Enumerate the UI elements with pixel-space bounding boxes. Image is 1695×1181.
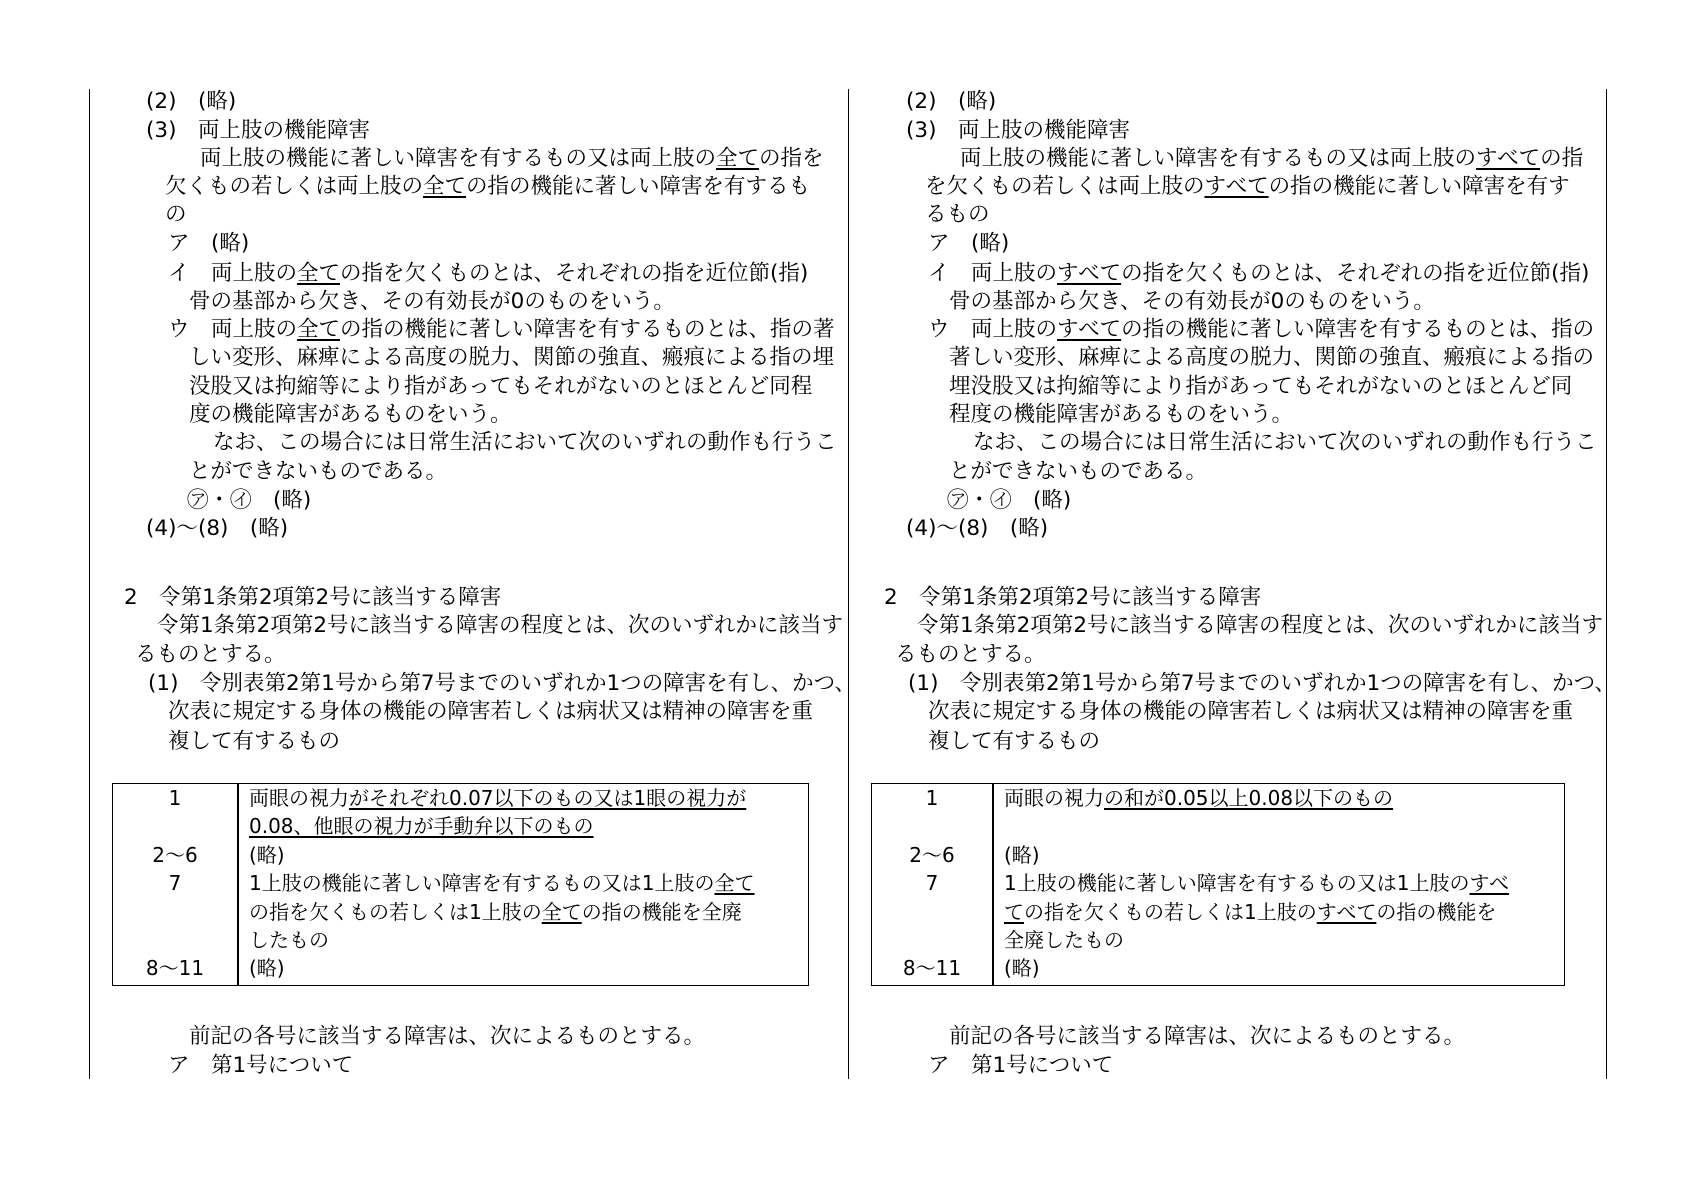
- text-segment: ウ 両上肢の: [928, 316, 1058, 342]
- text-segment: ウ 両上肢の: [168, 316, 298, 342]
- underlined-amendment-text: 全て: [297, 316, 341, 342]
- table-row-content: [237, 869, 754, 954]
- document-line: [884, 584, 1261, 612]
- document-line: [189, 373, 812, 401]
- table-row-content: [237, 841, 285, 869]
- text-segment: ア 第1号について: [928, 1053, 1114, 1078]
- text-segment: 骨の基部から欠き、その有効長が0のものをいう。: [189, 288, 675, 314]
- text-segment: 両上肢の機能に著しい障害を有するもの又は両上肢の: [960, 145, 1477, 171]
- text-segment: したもの: [249, 927, 329, 952]
- document-line: [146, 117, 370, 145]
- table-cell-line: [249, 812, 746, 840]
- underlined-amendment-text: て: [1004, 899, 1024, 924]
- text-segment: の指の機能に著しい障害を有するものとは、指の: [1121, 316, 1595, 342]
- underlined-amendment-text: 全て: [714, 871, 755, 896]
- document-line: [917, 612, 1603, 640]
- table-row: [872, 869, 1564, 954]
- text-segment: (2) (略): [906, 88, 997, 114]
- disability-table: [112, 783, 809, 986]
- document-line: [906, 88, 996, 116]
- document-line: [928, 698, 1573, 726]
- text-segment: (略): [249, 842, 285, 867]
- underlined-amendment-text: すべて: [1057, 260, 1122, 286]
- table-row-number: 8～11: [145, 956, 205, 981]
- text-segment: (3) 両上肢の機能障害: [146, 117, 370, 143]
- text-segment: (1) 令別表第2第1号から第7号までのいずれか1つの障害を有し、かつ、: [148, 671, 856, 696]
- document-line: [146, 515, 288, 543]
- text-segment: の指の機能に著しい障害を有するも: [466, 174, 811, 199]
- table-row: [113, 869, 808, 954]
- text-segment: (4)～(8) (略): [906, 515, 1049, 541]
- text-segment: とができないものである。: [949, 459, 1208, 484]
- text-segment: 令第1条第2項第2号に該当する障害の程度とは、次のいずれかに該当す: [917, 613, 1604, 638]
- text-segment: ア (略): [168, 231, 250, 256]
- text-segment: 両上肢の機能に著しい障害を有するもの又は両上肢の: [200, 145, 717, 171]
- table-row-number: 2～6: [909, 842, 955, 867]
- text-segment: 両眼の視力: [1004, 786, 1104, 810]
- table-cell-line: [249, 841, 285, 869]
- document-line: [124, 584, 501, 612]
- text-segment: 程度の機能障害があるものをいう。: [949, 402, 1294, 427]
- table-row-content: [992, 954, 1040, 982]
- document-line: [928, 1052, 1113, 1080]
- table-row-content: [992, 841, 1040, 869]
- document-line: [146, 88, 236, 116]
- text-segment: るものとする。: [135, 642, 286, 667]
- text-segment: 令第1条第2項第2号に該当する障害の程度とは、次のいずれかに該当す: [157, 613, 844, 638]
- document-line: [168, 316, 835, 344]
- table-cell-line: [249, 869, 754, 897]
- document-line: [168, 1052, 353, 1080]
- document-line: [925, 201, 990, 229]
- text-segment: 両眼の視力: [249, 786, 349, 810]
- table-cell-line: [1004, 954, 1040, 982]
- table-row: [872, 784, 1564, 841]
- text-segment: 複して有するもの: [168, 728, 341, 754]
- table-row: [872, 954, 1564, 982]
- disability-table: [871, 783, 1565, 986]
- table-row-number: 1: [168, 786, 182, 810]
- table-row-content: [237, 954, 285, 982]
- document-line: [928, 316, 1594, 344]
- document-line: [168, 698, 813, 726]
- document-line: [189, 458, 447, 486]
- text-segment: 骨の基部から欠き、その有効長が0のものをいう。: [949, 288, 1435, 314]
- center-divider-line: [848, 89, 849, 1079]
- text-segment: とができないものである。: [189, 459, 448, 484]
- text-segment: るものとする。: [895, 642, 1046, 667]
- table-row: [113, 954, 808, 982]
- document-line: [200, 145, 824, 173]
- text-segment: の指: [1540, 145, 1584, 171]
- text-segment: 全廃したもの: [1004, 927, 1124, 952]
- underlined-amendment-text: 0.08、他眼の視力が手動弁以下のもの: [249, 814, 594, 839]
- table-row-content: [992, 869, 1509, 954]
- document-line: [906, 117, 1130, 145]
- document-line: [168, 230, 249, 258]
- table-row: [872, 841, 1564, 869]
- text-segment: ア 第1号について: [168, 1053, 354, 1078]
- document-line: [213, 429, 837, 457]
- text-segment: の指を欠くもの若しくは1上肢の: [249, 899, 542, 924]
- text-segment: るもの: [925, 202, 990, 227]
- document-line: [908, 670, 1616, 698]
- text-segment: 著しい変形、麻痺による高度の脱力、関節の強直、瘢痕による指の: [949, 344, 1595, 370]
- document-line: [949, 1023, 1465, 1051]
- text-segment: (1) 令別表第2第1号から第7号までのいずれか1つの障害を有し、かつ、: [908, 671, 1616, 696]
- document-line: [947, 487, 1071, 515]
- text-segment: の: [165, 202, 187, 227]
- text-segment: ㋐・㋑ (略): [187, 487, 312, 513]
- document-line: [960, 145, 1583, 173]
- text-segment: の指を欠くものとは、それぞれの指を近位節(指): [1121, 260, 1590, 286]
- underlined-amendment-text: すべて: [1204, 174, 1269, 199]
- document-line: [165, 173, 810, 201]
- underlined-amendment-text: すべて: [1316, 899, 1377, 924]
- table-cell-line: [1004, 898, 1509, 926]
- document-line: [928, 728, 1100, 756]
- document-line: [949, 288, 1435, 316]
- text-segment: の指を欠くもの若しくは1上肢の: [1024, 899, 1317, 924]
- text-segment: 欠くもの若しくは両上肢の: [165, 174, 424, 199]
- underlined-amendment-text: 全て: [297, 260, 341, 286]
- table-cell-line: [1004, 812, 1393, 840]
- text-segment: 埋没股又は拘縮等により指があってもそれがないのとほとんど同: [949, 374, 1573, 399]
- document-line: [925, 173, 1570, 201]
- table-row-content: [992, 784, 1393, 841]
- table-row: [113, 784, 808, 841]
- text-segment: ア (略): [928, 231, 1010, 256]
- text-segment: しい変形、麻痺による高度の脱力、関節の強直、瘢痕による指の埋: [189, 344, 835, 370]
- document-line: [157, 612, 843, 640]
- text-segment: (略): [249, 956, 285, 981]
- table-cell-line: [249, 784, 746, 812]
- text-segment: 2 令第1条第2項第2号に該当する障害: [124, 584, 502, 610]
- text-segment: 1上肢の機能に著しい障害を有するもの又は1上肢の: [1004, 871, 1470, 896]
- document-line: [949, 458, 1207, 486]
- text-segment: なお、この場合には日常生活において次のいずれの動作も行うこ: [973, 430, 1597, 455]
- table-cell-line: [249, 954, 285, 982]
- text-segment: 1上肢の機能に著しい障害を有するもの又は1上肢の: [249, 871, 715, 896]
- document-line: [168, 728, 340, 756]
- table-row-number: 8～11: [902, 956, 962, 981]
- document-line: [165, 201, 187, 229]
- text-segment: の指を: [759, 145, 824, 171]
- table-cell-line: [1004, 784, 1393, 812]
- underlined-amendment-text: すべて: [1476, 145, 1541, 171]
- text-segment: 次表に規定する身体の機能の障害若しくは病状又は精神の障害を重: [928, 699, 1574, 724]
- text-segment: (略): [1004, 956, 1040, 981]
- text-segment: を欠くもの若しくは両上肢の: [925, 174, 1205, 199]
- left-border-line: [89, 89, 90, 1079]
- text-segment: の指の機能に著しい障害を有す: [1268, 174, 1570, 199]
- table-cell-line: [1004, 841, 1040, 869]
- document-line: [168, 260, 808, 288]
- document-line: [928, 230, 1009, 258]
- table-cell-line: [249, 926, 754, 954]
- text-segment: (2) (略): [146, 88, 237, 114]
- text-segment: 前記の各号に該当する障害は、次によるものとする。: [189, 1023, 706, 1049]
- text-segment: (4)～(8) (略): [146, 515, 289, 541]
- text-segment: 次表に規定する身体の機能の障害若しくは病状又は精神の障害を重: [168, 699, 814, 724]
- document-line: [895, 641, 1046, 669]
- text-segment: なお、この場合には日常生活において次のいずれの動作も行うこ: [213, 430, 837, 455]
- underlined-amendment-text: 全て: [541, 899, 582, 924]
- document-line: [949, 401, 1293, 429]
- underlined-amendment-text: すべて: [1057, 316, 1122, 342]
- document-line: [949, 373, 1572, 401]
- document-line: [189, 288, 675, 316]
- table-row-number: 7: [925, 871, 939, 896]
- document-line: [189, 1023, 705, 1051]
- document-line: [135, 641, 286, 669]
- table-cell-line: [249, 898, 754, 926]
- underlined-amendment-text: 全て: [716, 145, 760, 171]
- text-segment: (略): [1004, 842, 1040, 867]
- text-segment: 複して有するもの: [928, 728, 1101, 754]
- text-segment: イ 両上肢の: [928, 260, 1058, 286]
- document-line: [928, 260, 1589, 288]
- underlined-amendment-text: すべ: [1469, 871, 1510, 896]
- document-line: [949, 344, 1594, 372]
- right-border-line: [1606, 89, 1607, 1079]
- table-row-number: 1: [925, 786, 939, 810]
- text-segment: ㋐・㋑ (略): [947, 487, 1072, 513]
- document-line: [973, 429, 1597, 457]
- text-segment: の指の機能に著しい障害を有するものとは、指の著: [340, 316, 835, 342]
- table-cell-line: [1004, 869, 1509, 897]
- text-segment: (3) 両上肢の機能障害: [906, 117, 1130, 143]
- document-line: [906, 515, 1048, 543]
- underlined-amendment-text: がそれぞれ0.07以下のもの又は1眼の視力が: [349, 786, 747, 810]
- document-line: [189, 344, 834, 372]
- text-segment: イ 両上肢の: [168, 260, 298, 286]
- table-cell-line: [1004, 926, 1509, 954]
- text-segment: 没股又は拘縮等により指があってもそれがないのとほとんど同程: [189, 374, 813, 399]
- underlined-amendment-text: 全て: [423, 174, 467, 199]
- document-line: [148, 670, 856, 698]
- text-segment: の指の機能を: [1376, 899, 1497, 924]
- text-segment: の指の機能を全廃: [581, 899, 742, 924]
- table-row-number: 7: [168, 871, 182, 896]
- text-segment: 前記の各号に該当する障害は、次によるものとする。: [949, 1023, 1466, 1049]
- table-row: [113, 841, 808, 869]
- text-segment: 度の機能障害があるものをいう。: [189, 402, 512, 427]
- text-segment: の指を欠くものとは、それぞれの指を近位節(指): [340, 260, 809, 286]
- table-row-number: 2～6: [152, 842, 198, 867]
- table-row-content: [237, 784, 746, 841]
- underlined-amendment-text: の和が0.05以上0.08以下のもの: [1104, 786, 1394, 810]
- document-line: [189, 401, 512, 429]
- document-line: [187, 487, 311, 515]
- text-segment: 2 令第1条第2項第2号に該当する障害: [884, 584, 1262, 610]
